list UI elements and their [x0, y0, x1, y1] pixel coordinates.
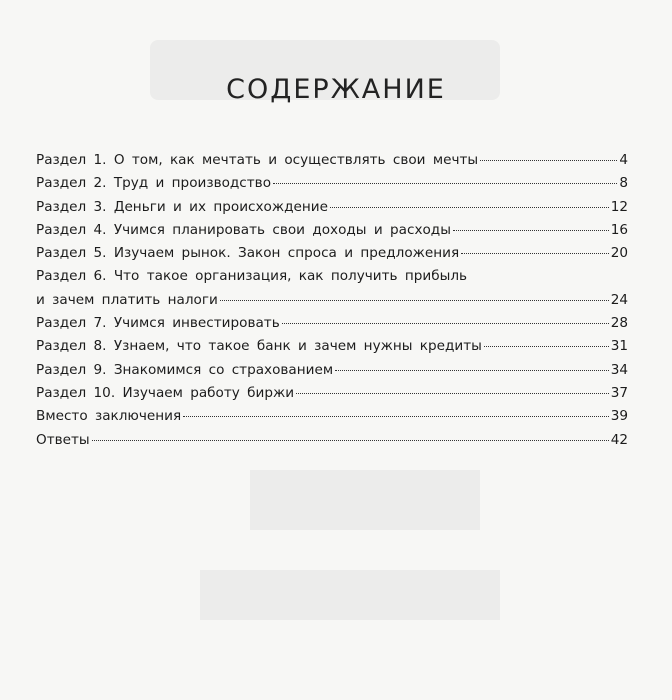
toc-entry-conclusion[interactable] — [36, 408, 628, 431]
toc-entry-page: 28 — [610, 315, 628, 332]
toc-entry-label: Раздел 10. Изучаем работу биржи — [36, 384, 295, 401]
toc-entry-page: 4 — [619, 152, 628, 168]
toc-leader-dots — [92, 440, 609, 441]
bleed-through-mark — [250, 470, 480, 530]
toc-entry-6-continued[interactable] — [36, 292, 628, 315]
toc-entry-6[interactable] — [36, 268, 628, 291]
toc-entry-3[interactable] — [36, 199, 628, 222]
toc-leader-dots — [330, 207, 609, 208]
toc-leader-dots — [484, 346, 609, 347]
toc-entry-label: Раздел 3. Деньги и их происхождение — [36, 198, 328, 215]
toc-entry-label: Раздел 6. Что такое организация, как получить прибыль — [36, 268, 468, 285]
toc-entry-page: 8 — [619, 175, 628, 192]
toc-entry-page: 34 — [610, 361, 628, 378]
bleed-through-mark — [200, 570, 500, 620]
toc-entry-page: 16 — [610, 221, 628, 238]
toc-entry-label: Ответы — [36, 431, 90, 448]
toc-leader-dots — [282, 323, 609, 324]
table-of-contents — [36, 152, 628, 455]
toc-entry-label: Раздел 8. Узнаем, что такое банк и зачем нужны кредиты — [36, 338, 482, 355]
toc-entry-page: 20 — [610, 245, 628, 262]
toc-entry-label: и зачем платить налоги — [36, 291, 218, 308]
toc-leader-dots — [183, 416, 609, 417]
toc-entry-label: Вместо заключения — [36, 408, 182, 425]
toc-entry-page: 37 — [610, 384, 628, 401]
toc-entry-page: 42 — [610, 431, 628, 448]
toc-entry-label: Раздел 5. Изучаем рынок. Закон спроса и предложения — [36, 245, 460, 262]
toc-entry-7[interactable] — [36, 315, 628, 338]
toc-leader-dots — [461, 253, 609, 254]
toc-entry-10[interactable] — [36, 385, 628, 408]
toc-entry-label: Раздел 9. Знакомимся со страхованием — [36, 361, 334, 378]
toc-entry-page: 12 — [610, 198, 628, 215]
toc-entry-label: Раздел 2. Труд и производство — [36, 175, 272, 192]
toc-leader-dots — [335, 370, 609, 371]
toc-entry-5[interactable] — [36, 245, 628, 268]
toc-entry-page: 24 — [610, 291, 628, 308]
toc-leader-dots — [480, 160, 617, 161]
toc-leader-dots — [453, 230, 609, 231]
toc-entry-answers[interactable] — [36, 432, 628, 455]
toc-entry-8[interactable] — [36, 338, 628, 361]
toc-entry-label: Раздел 7. Учимся инвестировать — [36, 315, 280, 332]
toc-entry-2[interactable] — [36, 175, 628, 198]
toc-entry-1[interactable] — [36, 152, 628, 175]
toc-entry-page: 39 — [610, 408, 628, 425]
toc-leader-dots — [220, 300, 609, 301]
toc-entry-9[interactable] — [36, 362, 628, 385]
page-title: СОДЕРЖАНИЕ — [226, 74, 446, 106]
toc-leader-dots — [273, 183, 617, 184]
toc-leader-dots — [296, 393, 609, 394]
toc-entry-label: Раздел 4. Учимся планировать свои доходы и расходы — [36, 221, 451, 238]
toc-entry-4[interactable] — [36, 222, 628, 245]
toc-entry-label: Раздел 1. О том, как мечтать и осуществлять свои мечты — [36, 152, 479, 168]
toc-entry-page: 31 — [610, 338, 628, 355]
